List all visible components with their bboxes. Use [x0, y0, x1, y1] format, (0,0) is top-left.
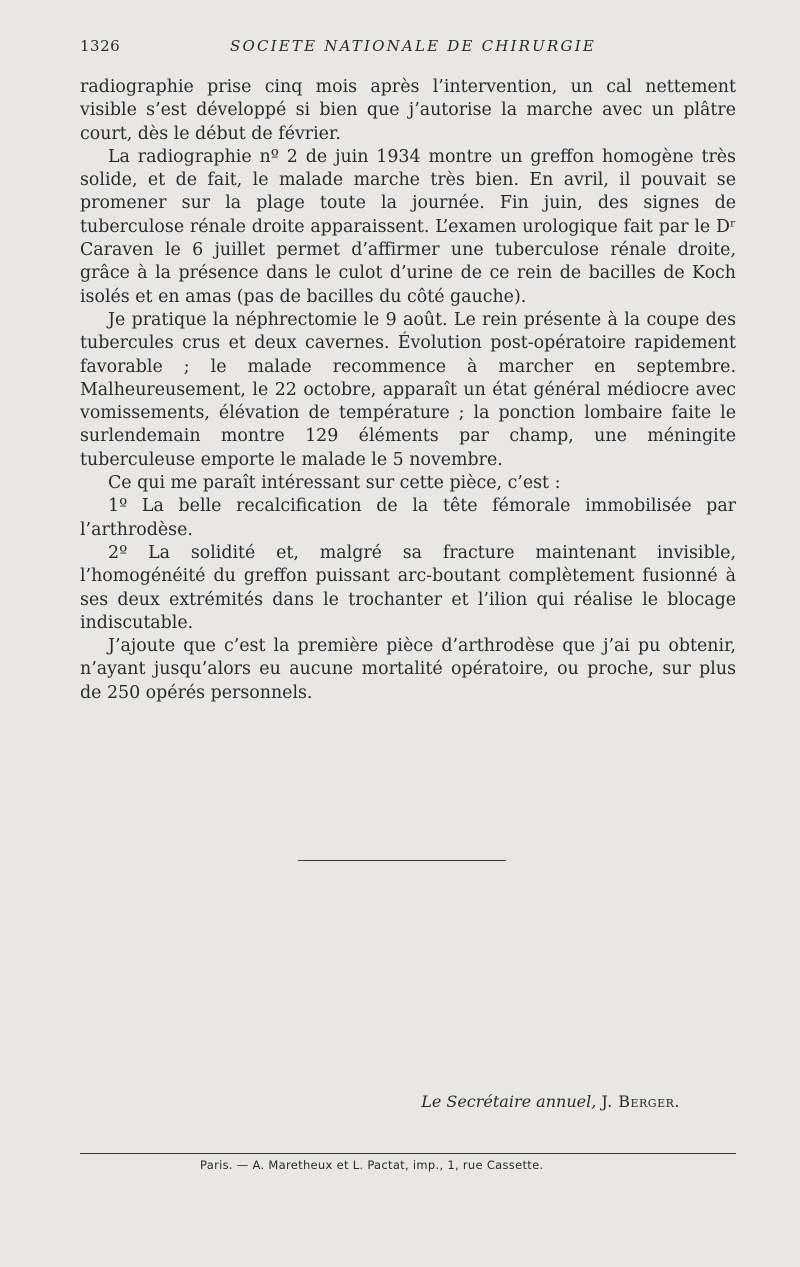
signature-name: J. Berger. — [601, 1092, 680, 1111]
footer-rule — [80, 1153, 736, 1154]
section-separator — [298, 860, 506, 861]
paragraph-point-1: 1º La belle recalcification de la tête fémorale immobilisée par l’arthrodèse. — [80, 496, 736, 540]
page-number: 1326 — [80, 37, 121, 55]
paragraph-interest: Ce qui me paraît intéressant sur cette pièce, c’est : — [108, 473, 561, 494]
paragraph-continuation: radiographie prise cinq mois après l’intervention, un cal nettement visible s’est développé si bien que j’autorise la marche avec un plâtre court, dès le début de février. — [80, 77, 736, 144]
running-head: SOCIETE NATIONALE DE CHIRURGIE — [230, 37, 596, 55]
printer-imprint: Paris. — A. Maretheux et L. Pactat, imp., 1, rue Cassette. — [200, 1158, 544, 1172]
paragraph-conclusion: J’ajoute que c’est la première pièce d’arthrodèse que j’ai pu obtenir, n’ayant jusqu’alors eu aucune mortalité opératoire, ou proche, sur plus de 250 opérés personnels. — [80, 636, 736, 703]
article-body — [80, 76, 736, 705]
page-header — [80, 37, 736, 59]
paragraph-nephrectomy: Je pratique la néphrectomie le 9 août. Le rein présente à la coupe des tubercules crus et deux cavernes. Évolution post-opératoire rapidement favorable ; le malade recommence à marcher en septembre. Malheureusement, le 22 octobre, apparaît un état général médiocre avec vomissements, élévation de température ; la ponction lombaire faite le surlendemain montre 129 éléments par champ, une méningite tuberculeuse emporte le malade le 5 novembre. — [80, 309, 736, 470]
signature — [421, 1092, 680, 1111]
paragraph-radiography: La radiographie nº 2 de juin 1934 montre un greffon homogène très solide, et de fait, le malade marche très bien. En avril, il pouvait se promener sur la plage toute la journée. Fin juin, des signes de tuberculose rénale droite apparaissent. L’examen urologique fait par le Dʳ Caraven le 6 juillet permet d’affirmer une tuberculose rénale droite, grâce à la présence dans le culot d’urine de ce rein de bacilles de Koch isolés et en amas (pas de bacilles du côté gauche). — [80, 146, 736, 307]
paragraph-point-2: 2º La solidité et, malgré sa fracture maintenant invisible, l’homogénéité du greffon puissant arc-boutant complètement fusionné à ses deux extrémités dans le trochanter et l’ilion qui réalise le blocage indiscutable. — [80, 542, 736, 633]
signature-role: Le Secrétaire annuel, — [421, 1092, 597, 1111]
